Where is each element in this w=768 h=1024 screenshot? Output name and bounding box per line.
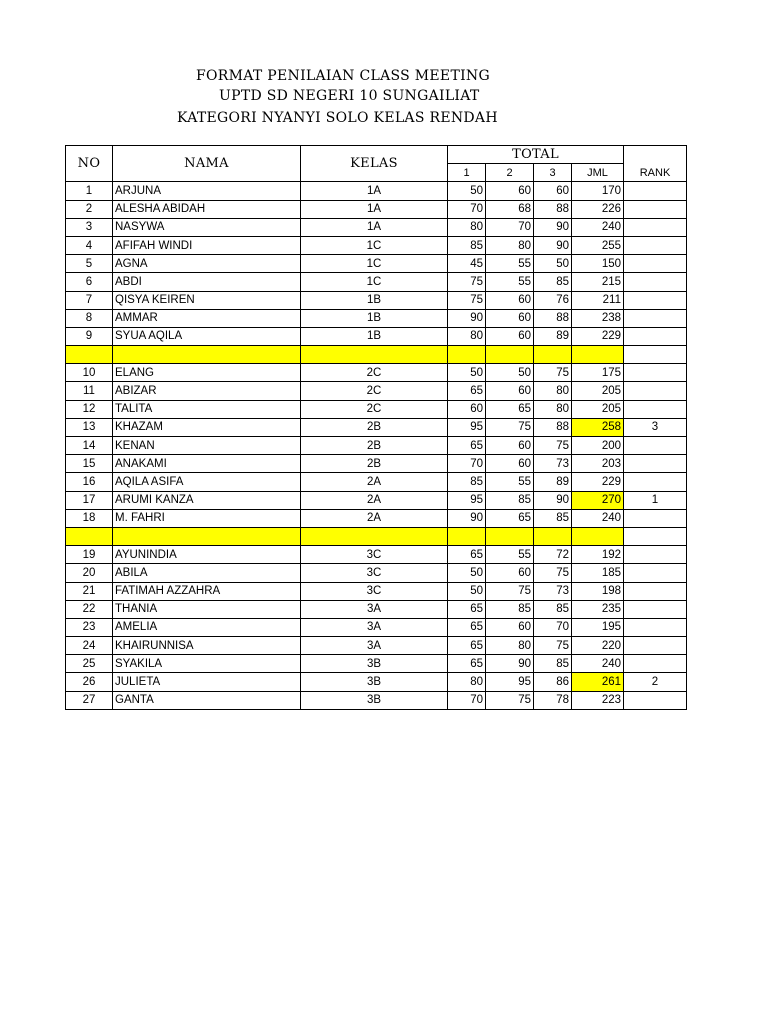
cell-s1: 65 — [448, 655, 486, 673]
header-nama: NAMA — [113, 146, 301, 182]
cell-kelas: 2B — [301, 455, 448, 473]
cell-s1: 95 — [448, 418, 486, 436]
cell-s2: 65 — [486, 400, 534, 418]
cell-rank: 2 — [624, 673, 687, 691]
cell-kelas: 3C — [301, 546, 448, 564]
cell-nama: SYAKILA — [113, 655, 301, 673]
cell-no: 23 — [66, 618, 113, 636]
cell-nama: FATIMAH AZZAHRA — [113, 582, 301, 600]
cell-s1: 95 — [448, 491, 486, 509]
cell-jml: 211 — [572, 291, 624, 309]
cell-kelas: 1A — [301, 218, 448, 236]
cell-kelas: 3B — [301, 655, 448, 673]
separator-cell — [113, 527, 301, 545]
cell-jml: 205 — [572, 382, 624, 400]
cell-kelas: 1A — [301, 200, 448, 218]
cell-rank — [624, 546, 687, 564]
cell-nama: ABILA — [113, 564, 301, 582]
cell-s3: 60 — [534, 182, 572, 200]
cell-s3: 85 — [534, 509, 572, 527]
cell-kelas: 2A — [301, 473, 448, 491]
cell-jml: 223 — [572, 691, 624, 709]
cell-nama: AYUNINDIA — [113, 546, 301, 564]
table-row — [66, 236, 687, 254]
cell-s2: 80 — [486, 236, 534, 254]
cell-kelas: 3A — [301, 637, 448, 655]
header-jml: JML — [572, 164, 624, 182]
cell-s3: 88 — [534, 309, 572, 327]
cell-s2: 68 — [486, 200, 534, 218]
cell-s2: 55 — [486, 473, 534, 491]
cell-s3: 80 — [534, 400, 572, 418]
separator-cell — [113, 346, 301, 364]
cell-rank — [624, 291, 687, 309]
separator-cell — [624, 346, 687, 364]
cell-s2: 55 — [486, 546, 534, 564]
cell-s3: 72 — [534, 546, 572, 564]
separator-cell — [301, 527, 448, 545]
cell-s2: 65 — [486, 509, 534, 527]
cell-jml: 195 — [572, 618, 624, 636]
cell-rank — [624, 309, 687, 327]
cell-s3: 75 — [534, 364, 572, 382]
cell-rank — [624, 655, 687, 673]
cell-nama: KHAIRUNNISA — [113, 637, 301, 655]
cell-jml: 198 — [572, 582, 624, 600]
table-row — [66, 400, 687, 418]
cell-nama: AMELIA — [113, 618, 301, 636]
cell-s1: 45 — [448, 255, 486, 273]
table-row — [66, 309, 687, 327]
cell-jml: 240 — [572, 218, 624, 236]
cell-s2: 60 — [486, 382, 534, 400]
title-line-2: UPTD SD NEGERI 10 SUNGAILIAT — [219, 88, 480, 104]
cell-s2: 60 — [486, 291, 534, 309]
cell-s3: 70 — [534, 618, 572, 636]
cell-rank — [624, 200, 687, 218]
cell-no: 16 — [66, 473, 113, 491]
cell-kelas: 1B — [301, 291, 448, 309]
cell-rank — [624, 618, 687, 636]
cell-jml: 255 — [572, 236, 624, 254]
table-row — [66, 182, 687, 200]
cell-no: 9 — [66, 327, 113, 345]
cell-no: 6 — [66, 273, 113, 291]
cell-s3: 90 — [534, 236, 572, 254]
cell-kelas: 3A — [301, 618, 448, 636]
cell-jml: 238 — [572, 309, 624, 327]
cell-s2: 50 — [486, 364, 534, 382]
cell-rank — [624, 473, 687, 491]
table-row — [66, 218, 687, 236]
cell-no: 1 — [66, 182, 113, 200]
cell-s2: 90 — [486, 655, 534, 673]
table-row — [66, 491, 687, 509]
cell-s3: 78 — [534, 691, 572, 709]
cell-nama: TALITA — [113, 400, 301, 418]
cell-no: 17 — [66, 491, 113, 509]
cell-nama: GANTA — [113, 691, 301, 709]
cell-rank — [624, 255, 687, 273]
cell-nama: SYUA AQILA — [113, 327, 301, 345]
cell-no: 3 — [66, 218, 113, 236]
cell-rank — [624, 600, 687, 618]
cell-s3: 50 — [534, 255, 572, 273]
cell-kelas: 2A — [301, 491, 448, 509]
cell-s1: 65 — [448, 637, 486, 655]
cell-no: 19 — [66, 546, 113, 564]
cell-nama: AGNA — [113, 255, 301, 273]
cell-no: 8 — [66, 309, 113, 327]
cell-nama: ALESHA ABIDAH — [113, 200, 301, 218]
cell-s2: 75 — [486, 418, 534, 436]
cell-nama: KENAN — [113, 437, 301, 455]
cell-s1: 65 — [448, 382, 486, 400]
cell-s3: 89 — [534, 327, 572, 345]
cell-rank — [624, 182, 687, 200]
cell-jml: 235 — [572, 600, 624, 618]
cell-s2: 85 — [486, 600, 534, 618]
cell-jml: 270 — [572, 491, 624, 509]
group-separator-row — [66, 527, 687, 545]
cell-s2: 85 — [486, 491, 534, 509]
cell-s1: 65 — [448, 437, 486, 455]
header-score-1: 1 — [448, 164, 486, 182]
cell-s2: 95 — [486, 673, 534, 691]
cell-jml: 205 — [572, 400, 624, 418]
header-total: TOTAL — [448, 146, 624, 164]
cell-jml: 258 — [572, 418, 624, 436]
cell-s2: 60 — [486, 182, 534, 200]
cell-s1: 65 — [448, 600, 486, 618]
cell-kelas: 3C — [301, 564, 448, 582]
cell-s3: 80 — [534, 382, 572, 400]
cell-s2: 75 — [486, 691, 534, 709]
cell-s3: 75 — [534, 637, 572, 655]
header-kelas: KELAS — [301, 146, 448, 182]
cell-s1: 80 — [448, 673, 486, 691]
cell-no: 18 — [66, 509, 113, 527]
cell-kelas: 1C — [301, 273, 448, 291]
cell-no: 15 — [66, 455, 113, 473]
header-score-3: 3 — [534, 164, 572, 182]
cell-no: 7 — [66, 291, 113, 309]
cell-rank — [624, 564, 687, 582]
cell-jml: 215 — [572, 273, 624, 291]
cell-no: 21 — [66, 582, 113, 600]
title-line-1: FORMAT PENILAIAN CLASS MEETING — [196, 68, 490, 84]
table-row — [66, 582, 687, 600]
separator-cell — [572, 346, 624, 364]
header-rank: RANK — [624, 146, 687, 182]
cell-nama: ELANG — [113, 364, 301, 382]
cell-nama: NASYWA — [113, 218, 301, 236]
separator-cell — [66, 527, 113, 545]
header-score-2: 2 — [486, 164, 534, 182]
group-separator-row — [66, 346, 687, 364]
cell-s3: 75 — [534, 437, 572, 455]
cell-s3: 89 — [534, 473, 572, 491]
cell-jml: 185 — [572, 564, 624, 582]
cell-nama: AMMAR — [113, 309, 301, 327]
scores-table — [65, 145, 687, 710]
cell-s1: 65 — [448, 618, 486, 636]
table-row — [66, 273, 687, 291]
table-row — [66, 546, 687, 564]
cell-kelas: 3B — [301, 691, 448, 709]
table-row — [66, 200, 687, 218]
cell-s1: 85 — [448, 236, 486, 254]
cell-kelas: 2A — [301, 509, 448, 527]
cell-jml: 229 — [572, 327, 624, 345]
separator-cell — [534, 527, 572, 545]
table-row — [66, 600, 687, 618]
cell-s3: 85 — [534, 600, 572, 618]
table-row — [66, 691, 687, 709]
cell-kelas: 3C — [301, 582, 448, 600]
table-row — [66, 382, 687, 400]
separator-cell — [66, 346, 113, 364]
cell-nama: ABIZAR — [113, 382, 301, 400]
cell-s1: 65 — [448, 546, 486, 564]
table-body — [66, 182, 687, 709]
cell-nama: ARJUNA — [113, 182, 301, 200]
cell-no: 20 — [66, 564, 113, 582]
cell-nama: KHAZAM — [113, 418, 301, 436]
title-line-3: KATEGORI NYANYI SOLO KELAS RENDAH — [177, 110, 498, 126]
cell-nama: ARUMI KANZA — [113, 491, 301, 509]
cell-no: 25 — [66, 655, 113, 673]
cell-no: 13 — [66, 418, 113, 436]
cell-rank — [624, 582, 687, 600]
cell-rank — [624, 218, 687, 236]
cell-no: 5 — [66, 255, 113, 273]
cell-s3: 73 — [534, 582, 572, 600]
cell-kelas: 1C — [301, 236, 448, 254]
cell-no: 27 — [66, 691, 113, 709]
cell-rank — [624, 637, 687, 655]
cell-rank — [624, 382, 687, 400]
cell-jml: 200 — [572, 437, 624, 455]
cell-s1: 50 — [448, 182, 486, 200]
cell-s3: 85 — [534, 655, 572, 673]
cell-s3: 73 — [534, 455, 572, 473]
cell-s1: 70 — [448, 455, 486, 473]
table-row — [66, 673, 687, 691]
cell-s2: 60 — [486, 437, 534, 455]
separator-cell — [486, 527, 534, 545]
cell-nama: ANAKAMI — [113, 455, 301, 473]
cell-s2: 60 — [486, 309, 534, 327]
cell-kelas: 2B — [301, 418, 448, 436]
cell-s3: 86 — [534, 673, 572, 691]
cell-jml: 220 — [572, 637, 624, 655]
cell-s1: 70 — [448, 200, 486, 218]
cell-rank — [624, 691, 687, 709]
cell-kelas: 2C — [301, 400, 448, 418]
cell-rank — [624, 364, 687, 382]
cell-s3: 90 — [534, 218, 572, 236]
cell-nama: ABDI — [113, 273, 301, 291]
cell-kelas: 2B — [301, 437, 448, 455]
cell-nama: QISYA KEIREN — [113, 291, 301, 309]
cell-no: 2 — [66, 200, 113, 218]
table-row — [66, 637, 687, 655]
cell-kelas: 1B — [301, 327, 448, 345]
table-row — [66, 437, 687, 455]
cell-kelas: 2C — [301, 382, 448, 400]
cell-s2: 80 — [486, 637, 534, 655]
cell-s2: 55 — [486, 255, 534, 273]
cell-jml: 226 — [572, 200, 624, 218]
cell-s1: 80 — [448, 218, 486, 236]
cell-rank: 1 — [624, 491, 687, 509]
cell-jml: 240 — [572, 655, 624, 673]
cell-s1: 60 — [448, 400, 486, 418]
table-header — [66, 146, 687, 182]
cell-s2: 70 — [486, 218, 534, 236]
cell-s3: 90 — [534, 491, 572, 509]
table-row — [66, 473, 687, 491]
cell-rank — [624, 327, 687, 345]
separator-cell — [534, 346, 572, 364]
cell-rank — [624, 236, 687, 254]
separator-cell — [301, 346, 448, 364]
cell-no: 10 — [66, 364, 113, 382]
table-row — [66, 455, 687, 473]
cell-jml: 229 — [572, 473, 624, 491]
separator-cell — [448, 346, 486, 364]
cell-s3: 88 — [534, 200, 572, 218]
cell-s2: 60 — [486, 564, 534, 582]
cell-rank — [624, 509, 687, 527]
cell-jml: 175 — [572, 364, 624, 382]
cell-rank — [624, 437, 687, 455]
cell-kelas: 2C — [301, 364, 448, 382]
cell-s3: 76 — [534, 291, 572, 309]
cell-s1: 75 — [448, 291, 486, 309]
cell-s1: 90 — [448, 509, 486, 527]
table-row — [66, 255, 687, 273]
header-no: NO — [66, 146, 113, 182]
cell-kelas: 1C — [301, 255, 448, 273]
cell-nama: THANIA — [113, 600, 301, 618]
cell-s3: 85 — [534, 273, 572, 291]
cell-no: 24 — [66, 637, 113, 655]
cell-jml: 192 — [572, 546, 624, 564]
cell-s3: 88 — [534, 418, 572, 436]
cell-s2: 75 — [486, 582, 534, 600]
cell-kelas: 3B — [301, 673, 448, 691]
cell-jml: 150 — [572, 255, 624, 273]
cell-s1: 50 — [448, 582, 486, 600]
table-row — [66, 418, 687, 436]
cell-s1: 85 — [448, 473, 486, 491]
separator-cell — [486, 346, 534, 364]
cell-kelas: 3A — [301, 600, 448, 618]
cell-s1: 75 — [448, 273, 486, 291]
table-row — [66, 327, 687, 345]
cell-no: 22 — [66, 600, 113, 618]
cell-no: 14 — [66, 437, 113, 455]
cell-kelas: 1B — [301, 309, 448, 327]
cell-no: 4 — [66, 236, 113, 254]
table-row — [66, 364, 687, 382]
cell-nama: JULIETA — [113, 673, 301, 691]
cell-s1: 90 — [448, 309, 486, 327]
cell-jml: 261 — [572, 673, 624, 691]
cell-s1: 80 — [448, 327, 486, 345]
cell-s2: 60 — [486, 455, 534, 473]
cell-s1: 50 — [448, 564, 486, 582]
table-row — [66, 618, 687, 636]
table-row — [66, 655, 687, 673]
cell-no: 12 — [66, 400, 113, 418]
cell-s1: 50 — [448, 364, 486, 382]
cell-jml: 170 — [572, 182, 624, 200]
cell-s2: 60 — [486, 618, 534, 636]
cell-s3: 75 — [534, 564, 572, 582]
cell-no: 11 — [66, 382, 113, 400]
cell-jml: 203 — [572, 455, 624, 473]
cell-s2: 55 — [486, 273, 534, 291]
table-row — [66, 564, 687, 582]
cell-nama: M. FAHRI — [113, 509, 301, 527]
separator-cell — [448, 527, 486, 545]
cell-s2: 60 — [486, 327, 534, 345]
cell-rank — [624, 400, 687, 418]
separator-cell — [624, 527, 687, 545]
cell-rank — [624, 273, 687, 291]
cell-nama: AQILA ASIFA — [113, 473, 301, 491]
separator-cell — [572, 527, 624, 545]
table-row — [66, 509, 687, 527]
cell-jml: 240 — [572, 509, 624, 527]
cell-kelas: 1A — [301, 182, 448, 200]
cell-no: 26 — [66, 673, 113, 691]
cell-nama: AFIFAH WINDI — [113, 236, 301, 254]
cell-rank — [624, 455, 687, 473]
table-row — [66, 291, 687, 309]
cell-s1: 70 — [448, 691, 486, 709]
cell-rank: 3 — [624, 418, 687, 436]
